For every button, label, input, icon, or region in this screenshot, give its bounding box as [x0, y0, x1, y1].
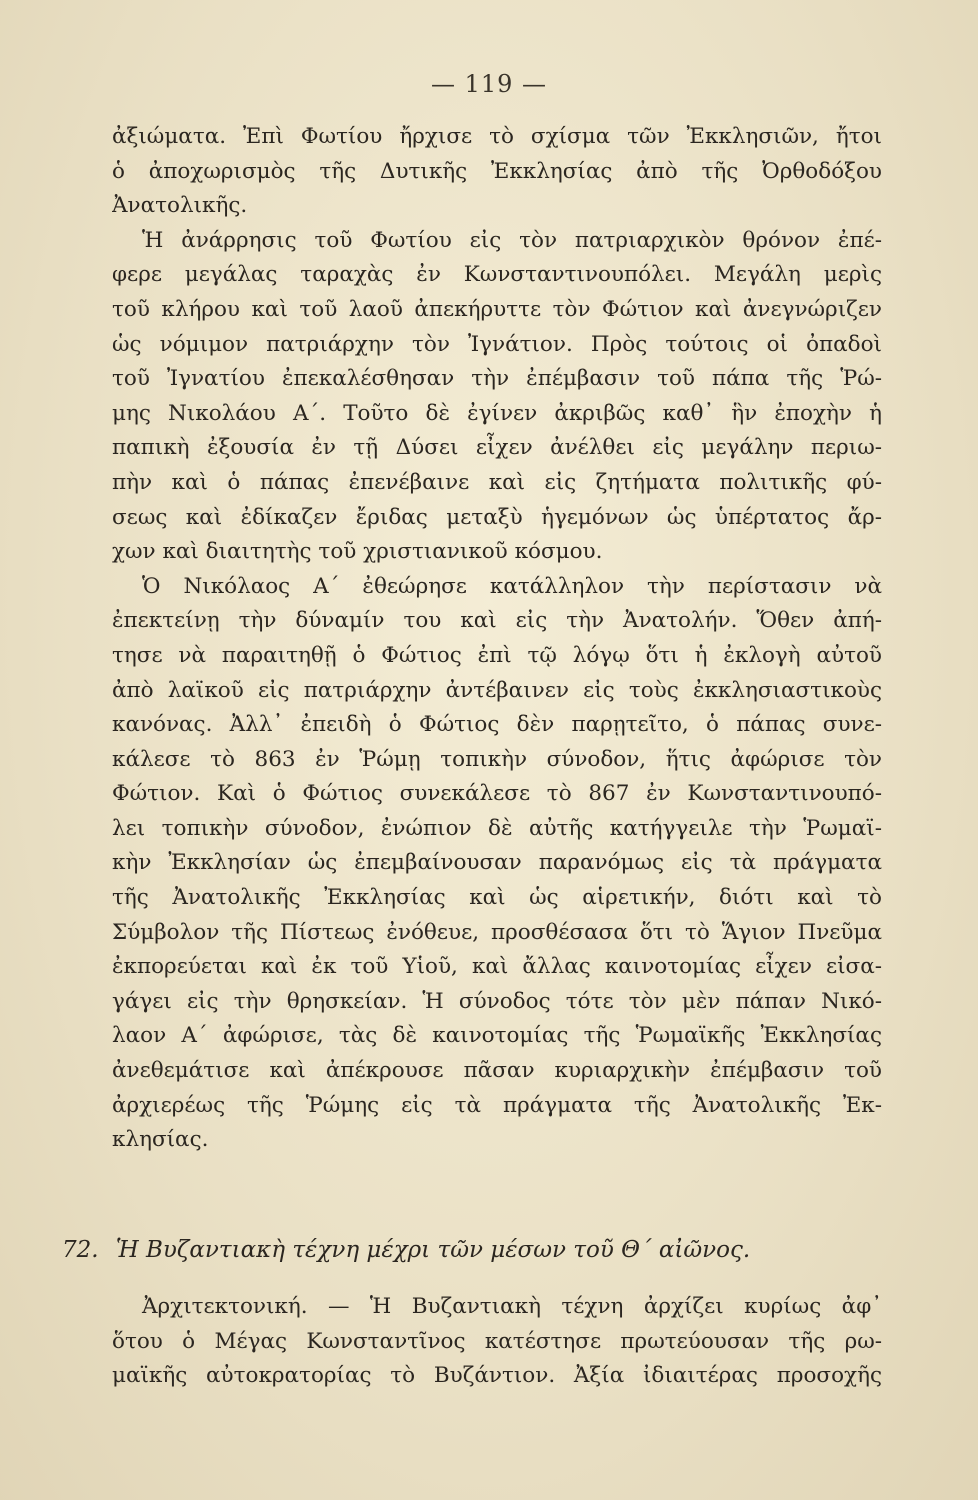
text-line: Φώτιον. Καὶ ὁ Φώτιος συνεκάλεσε τὸ 867 ἐν Κωνσταντινουπό-: [112, 781, 882, 807]
text-line: κάλεσε τὸ 863 ἐν Ῥώμῃ τοπικὴν σύνοδον, ἥτις ἀφώρισε τὸν: [112, 746, 882, 772]
page-number: — 119 —: [430, 70, 548, 98]
text-line: πὴν καὶ ὁ πάπας ἐπενέβαινε καὶ εἰς ζητήματα πολιτικῆς φύ-: [112, 469, 882, 495]
text-line: ἀνεθεμάτισε καὶ ἀπέκρουσε πᾶσαν κυριαρχικὴν ἐπέμβασιν τοῦ: [112, 1058, 882, 1084]
section-heading: [62, 1237, 882, 1263]
section-number: 72.: [62, 1237, 99, 1263]
text-line: Σύμβολον τῆς Πίστεως ἐνόθευε, προσθέσασα ὅτι τὸ Ἅγιον Πνεῦμα: [112, 919, 882, 945]
text-line: ἀπὸ λαϊκοῦ εἰς πατριάρχην ἀντέβαινεν εἰς τοὺς ἐκκλησιαστικοὺς: [112, 677, 882, 703]
text-line: Ἀνατολικῆς.: [112, 193, 248, 219]
text-line: ἐπεκτείνῃ τὴν δύναμίν του καὶ εἰς τὴν Ἀνατολήν. Ὅθεν ἀπή-: [112, 608, 882, 634]
text-line: λει τοπικὴν σύνοδον, ἐνώπιον δὲ αὐτῆς κατήγγειλε τὴν Ῥωμαϊ-: [112, 815, 882, 841]
text-line: φερε μεγάλας ταραχὰς ἐν Κωνσταντινουπόλει. Μεγάλη μερὶς: [112, 262, 882, 288]
text-line: κλησίας.: [112, 1127, 209, 1153]
text-line: Ἀρχιτεκτονική. — Ἡ Βυζαντιακὴ τέχνη ἀρχίζει κυρίως ἀφ᾽: [142, 1294, 882, 1319]
text-line: Ἡ ἀνάρρησις τοῦ Φωτίου εἰς τὸν πατριαρχικὸν θρόνον ἐπέ-: [142, 227, 882, 253]
section-title: Ἡ Βυζαντιακὴ τέχνη μέχρι τῶν μέσων τοῦ Θ΄ αἰῶνος.: [115, 1237, 751, 1263]
text-line: λαον Α΄ ἀφώρισε, τὰς δὲ καινοτομίας τῆς Ῥωμαϊκῆς Ἐκκλησίας: [112, 1023, 882, 1049]
text-line: γάγει εἰς τὴν θρησκείαν. Ἡ σύνοδος τότε τὸν μὲν πάπαν Νικό-: [112, 988, 882, 1014]
text-line: σεως καὶ ἐδίκαζεν ἔριδας μεταξὺ ἡγεμόνων ὡς ὑπέρτατος ἄρ-: [112, 504, 882, 530]
text-line: μης Νικολάου Α΄. Τοῦτο δὲ ἐγίνεν ἀκριβῶς καθ᾽ ἣν ἐποχὴν ἡ: [112, 400, 882, 426]
text-line: χων καὶ διαιτητὴς τοῦ χριστιανικοῦ κόσμου.: [112, 539, 603, 565]
text-line: μαϊκῆς αὐτοκρατορίας τὸ Βυζάντιον. Ἀξία ἰδιαιτέρας προσοχῆς: [112, 1363, 882, 1389]
text-line: τοῦ Ἰγνατίου ἐπεκαλέσθησαν τὴν ἐπέμβασιν τοῦ πάπα τῆς Ῥώ-: [112, 366, 882, 392]
text-line: τησε νὰ παραιτηθῇ ὁ Φώτιος ἐπὶ τῷ λόγῳ ὅτι ἡ ἐκλογὴ αὐτοῦ: [112, 642, 882, 668]
text-line: ἀξιώματα. Ἐπὶ Φωτίου ἤρχισε τὸ σχίσμα τῶν Ἐκκλησιῶν, ἤτοι: [112, 124, 882, 149]
section-text: [112, 1290, 882, 1394]
text-line: ὅτου ὁ Μέγας Κωνσταντῖνος κατέστησε πρωτεύουσαν τῆς ρω-: [112, 1328, 882, 1354]
text-line: τῆς Ἀνατολικῆς Ἐκκλησίας καὶ ὡς αἱρετικήν, διότι καὶ τὸ: [112, 885, 882, 911]
text-line: ὡς νόμιμον πατριάρχην τὸν Ἰγνάτιον. Πρὸς τούτοις οἱ ὀπαδοὶ: [112, 331, 882, 357]
text-line: παπικὴ ἐξουσία ἐν τῇ Δύσει εἶχεν ἀνέλθει εἰς μεγάλην περιω-: [112, 435, 882, 461]
text-line: ἐκπορεύεται καὶ ἐκ τοῦ Υἱοῦ, καὶ ἄλλας καινοτομίας εἶχεν εἰσα-: [112, 954, 882, 980]
text-line: ἀρχιερέως τῆς Ῥώμης εἰς τὰ πράγματα τῆς Ἀνατολικῆς Ἐκ-: [112, 1092, 882, 1118]
text-line: τοῦ κλήρου καὶ τοῦ λαοῦ ἀπεκήρυττε τὸν Φώτιον καὶ ἀνεγνώριζεν: [112, 296, 882, 322]
text-line: κανόνας. Ἀλλ᾽ ἐπειδὴ ὁ Φώτιος δὲν παρῃτεῖτο, ὁ πάπας συνε-: [112, 712, 882, 738]
body-text: [112, 120, 882, 1158]
text-line: ὁ ἀποχωρισμὸς τῆς Δυτικῆς Ἐκκλησίας ἀπὸ τῆς Ὀρθοδόξου: [112, 158, 882, 184]
text-line: κὴν Ἐκκλησίαν ὡς ἐπεμβαίνουσαν παρανόμως εἰς τὰ πράγματα: [112, 850, 882, 876]
text-line: Ὁ Νικόλαος Α΄ ἐθεώρησε κατάλληλον τὴν περίστασιν νὰ: [142, 573, 882, 599]
